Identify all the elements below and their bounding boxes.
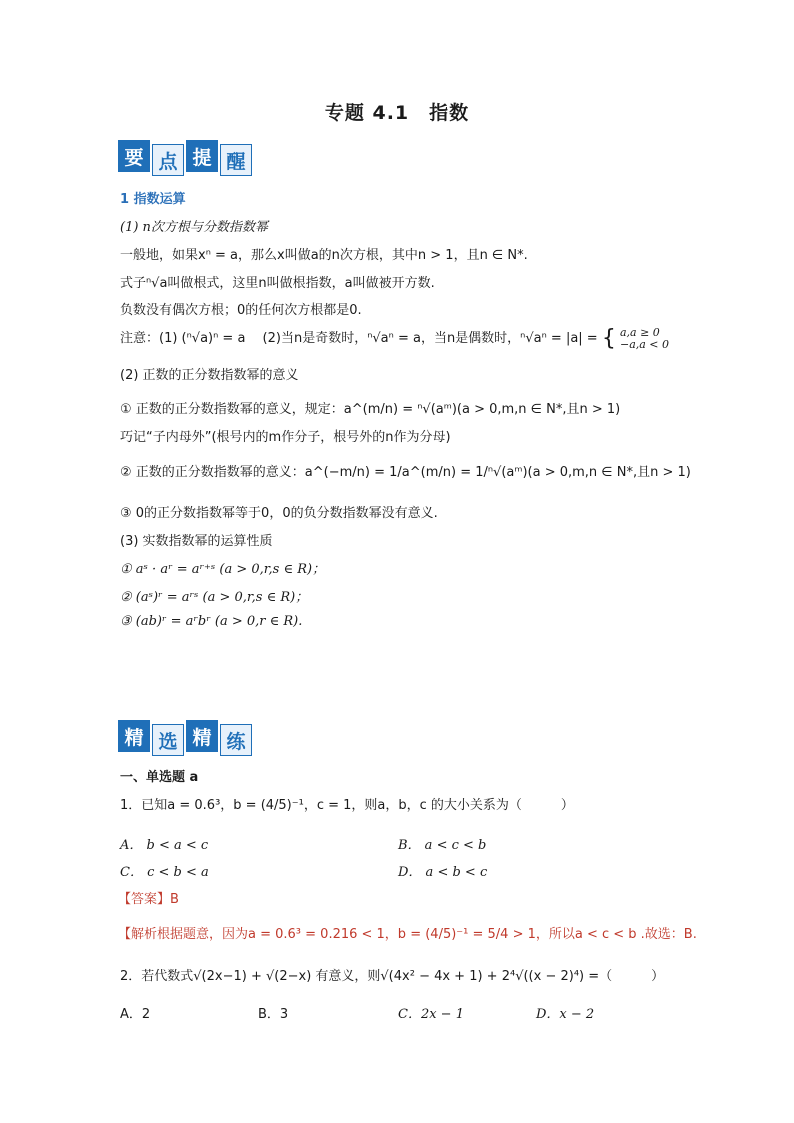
badge-char: 精 [186, 720, 218, 752]
page-title: 专题 4.1 指数 [324, 102, 470, 124]
option-a: A． b < a < c [120, 838, 209, 853]
brace-icon: { [601, 326, 616, 351]
badge-char: 提 [186, 140, 218, 172]
text-line: 负数没有偶次方根；0的任何次方根都是0. [120, 303, 362, 318]
text-line: 式子ⁿ√a叫做根式，这里n叫做根指数，a叫做被开方数. [120, 276, 435, 291]
text-line: (3) 实数指数幂的运算性质 [120, 534, 273, 549]
note-line [120, 326, 669, 351]
text-line: (2) 正数的正分数指数幂的意义 [120, 368, 299, 383]
note-text: 注意：(1) (ⁿ√a)ⁿ = a (2)当n是奇数时，ⁿ√aⁿ = a，当n是偶数时，ⁿ√aⁿ = |a| = [120, 331, 598, 346]
section-heading: 一、单选题 a [120, 770, 199, 785]
case-1: a,a ≥ 0 [619, 325, 660, 339]
answer-label: 【答案】B [118, 892, 179, 907]
text-line: ③ 0的正分数指数幂等于0，0的负分数指数幂没有意义. [120, 506, 438, 521]
badge-char: 点 [152, 144, 184, 176]
badge-char: 选 [152, 724, 184, 756]
question-stem: 2．若代数式√(2x−1) + √(2−x) 有意义，则√(4x² − 4x + 1) + 2⁴√((x − 2)⁴) =（ ） [120, 969, 665, 984]
badge-char: 醒 [220, 144, 252, 176]
option-d: D．x − 2 [536, 1007, 595, 1022]
formula-line: ③ (ab)ʳ = aʳbʳ (a > 0,r ∈ R). [120, 614, 303, 629]
case-2: −a,a < 0 [619, 337, 670, 351]
option-c: C．2x − 1 [398, 1007, 464, 1022]
formula-line: ① aˢ · aʳ = aʳ⁺ˢ (a > 0,r,s ∈ R)； [120, 562, 326, 577]
section-heading: 1 指数运算 [120, 192, 186, 207]
text-line: ① 正数的正分数指数幂的意义，规定：a^(m/n) = ⁿ√(aᵐ)(a > 0,m,n ∈ N*,且n > 1) [120, 402, 621, 417]
text-line: 巧记“子内母外”(根号内的m作分子，根号外的n作为分母) [120, 430, 451, 445]
analysis-text: 【解析根据题意，因为a = 0.6³ = 0.216 < 1，b = (4/5)⁻¹ = 5/4 > 1，所以a < c < b .故选：B. [118, 927, 697, 942]
badge-char: 练 [220, 724, 252, 756]
option-b: B． a < c < b [398, 838, 487, 853]
badge-char: 要 [118, 140, 150, 172]
text-line: ② 正数的正分数指数幂的意义：a^(−m/n) = 1/a^(m/n) = 1/ⁿ√(aᵐ)(a > 0,m,n ∈ N*,且n > 1) [120, 465, 691, 480]
text-line: (1) n次方根与分数指数幂 [120, 220, 268, 235]
section-badge-key-points [118, 140, 254, 174]
option-a: A．2 [120, 1007, 151, 1022]
badge-char: 精 [118, 720, 150, 752]
question-stem: 1．已知a = 0.6³，b = (4/5)⁻¹，c = 1，则a，b，c 的大小关系为（ ） [120, 798, 574, 813]
section-badge-practice [118, 720, 254, 754]
option-b: B．3 [258, 1007, 289, 1022]
formula-line: ② (aˢ)ʳ = aʳˢ (a > 0,r,s ∈ R)； [120, 590, 309, 605]
option-c: C． c < b < a [120, 865, 209, 880]
option-d: D． a < b < c [398, 865, 488, 880]
case-block [620, 327, 669, 351]
text-line: 一般地，如果xⁿ = a，那么x叫做a的n次方根，其中n > 1，且n ∈ N*. [120, 248, 528, 263]
